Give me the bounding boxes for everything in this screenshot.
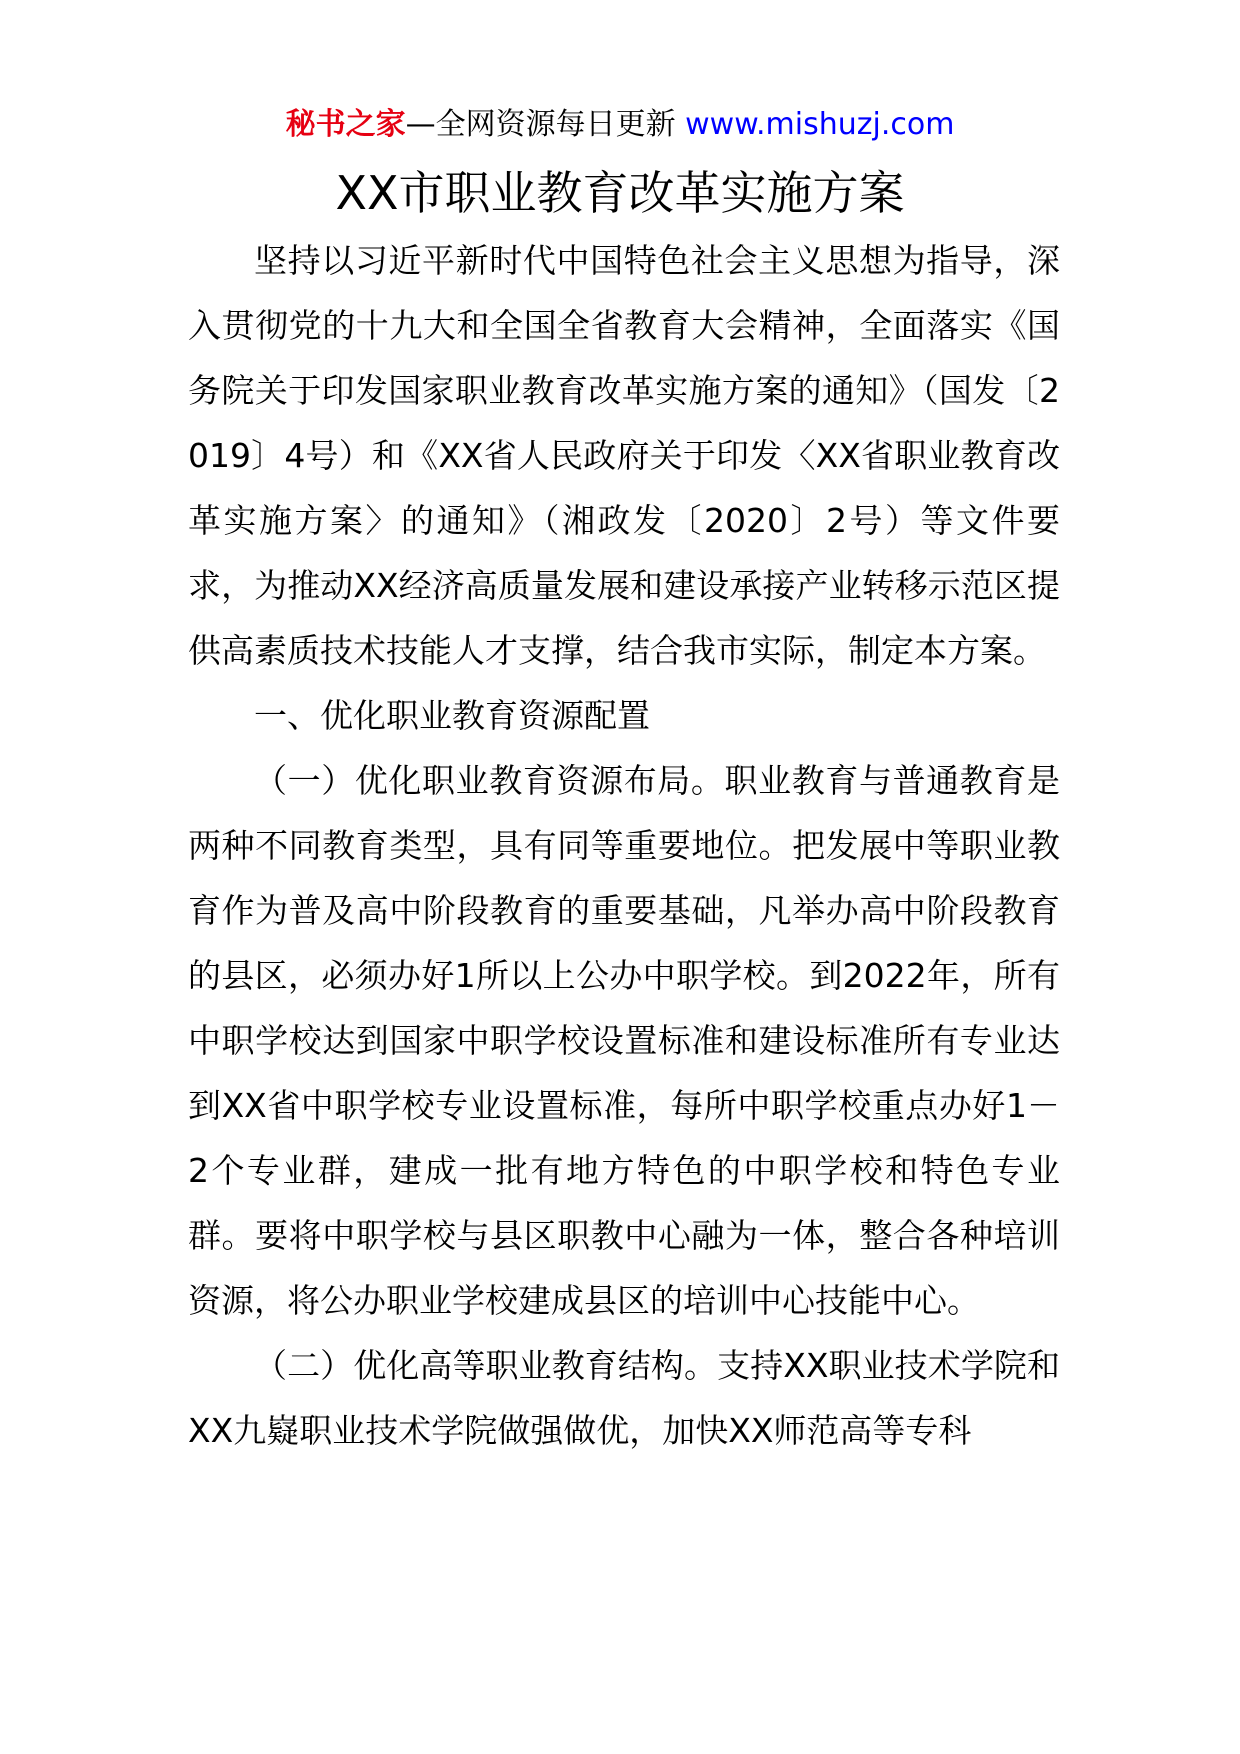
document-body (188, 228, 1060, 1463)
body-paragraph: （一）优化职业教育资源布局。职业教育与普通教育是两种不同教育类型，具有同等重要地位。把发展中等职业教育作为普及高中阶段教育的重要基础，凡举办高中阶段教育的县区，必须办好1所以上公办中职学校。到2022年，所有中职学校达到国家中职学校设置标准和建设标准所有专业达到XX省中职学校专业设置标准，每所中职学校重点办好1－2个专业群，建成一批有地方特色的中职学校和特色专业群。要将中职学校与县区职教中心融为一体，整合各种培训资源，将公办职业学校建成县区的培训中心技能中心。 (188, 761, 1060, 1320)
site-banner (0, 98, 1240, 152)
body-paragraph: （二）优化高等职业教育结构。支持XX职业技术学院和XX九嶷职业技术学院做强做优，加快XX师范高等专科 (188, 1346, 1060, 1450)
intro-paragraph: 坚持以习近平新时代中国特色社会主义思想为指导，深入贯彻党的十九大和全国全省教育大会精神，全面落实《国务院关于印发国家职业教育改革实施方案的通知》（国发〔2019〕4号）和《XX省人民政府关于印发〈XX省职业教育改革实施方案〉的通知》（湘政发〔2020〕2号）等文件要求，为推动XX经济高质量发展和建设承接产业转移示范区提供高素质技术技能人才支撑，结合我市实际，制定本方案。 (188, 241, 1060, 670)
section-heading: 一、优化职业教育资源配置 (254, 696, 650, 735)
site-slogan: —全网资源每日更新 (405, 107, 686, 142)
document-title: XX市职业教育改革实施方案 (335, 166, 905, 220)
site-url-link[interactable]: www.mishuzj.com (685, 107, 955, 142)
site-name: 秘书之家 (285, 107, 406, 142)
